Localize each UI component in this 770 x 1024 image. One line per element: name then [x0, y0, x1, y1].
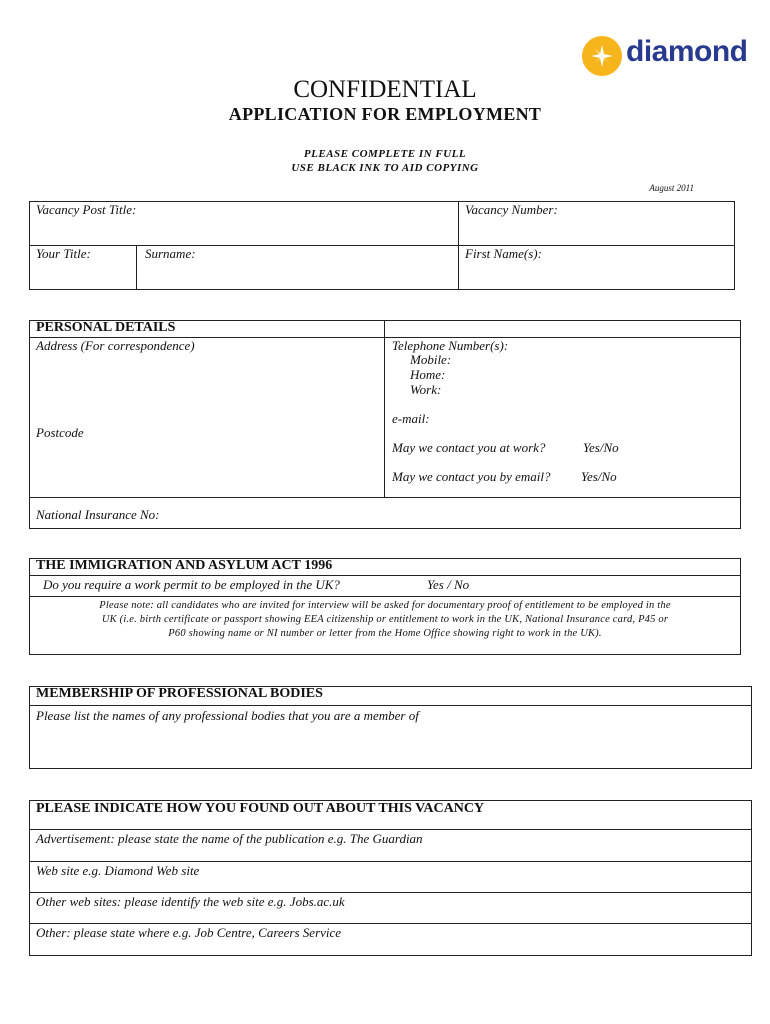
contact-email-question: May we contact you by email? — [392, 469, 551, 484]
other-websites-label: Other web sites: please identify the web site e.g. Jobs.ac.uk — [36, 894, 345, 909]
contact-email-options[interactable]: Yes/No — [581, 469, 617, 484]
immigration-note-line-2: UK (i.e. birth certificate or passport showing EEA citizenship or entitlement to work in the UK, National Insurance card, P45 or — [101, 614, 669, 625]
telephone-label: Telephone Number(s): — [392, 338, 509, 353]
website-label: Web site e.g. Diamond Web site — [36, 863, 200, 878]
other-source-field[interactable] — [376, 925, 746, 953]
divider — [458, 201, 459, 290]
vacancy-number-label: Vacancy Number: — [465, 202, 558, 217]
instruction-line-1: PLEASE COMPLETE IN FULL — [303, 148, 467, 160]
membership-field[interactable] — [34, 726, 746, 764]
first-names-label: First Name(s): — [465, 246, 542, 261]
ni-number-label: National Insurance No: — [36, 507, 160, 522]
logo-wordmark: diamond — [626, 35, 748, 68]
divider — [29, 596, 741, 597]
instruction-line-2: USE BLACK INK TO AID COPYING — [291, 162, 479, 174]
work-label: Work: — [410, 382, 442, 397]
divider — [136, 245, 137, 290]
divider — [29, 705, 752, 706]
vacancy-post-title-label: Vacancy Post Title: — [36, 202, 137, 217]
website-field[interactable] — [222, 863, 746, 889]
vacancy-number-field[interactable] — [464, 222, 730, 242]
immigration-note-line-1: Please note: all candidates who are invited for interview will be asked for documentary proof of entitlement to be employed in the — [99, 600, 671, 611]
mobile-label: Mobile: — [410, 352, 452, 367]
divider — [29, 892, 752, 893]
membership-heading: MEMBERSHIP OF PROFESSIONAL BODIES — [36, 686, 323, 701]
other-source-label: Other: please state where e.g. Job Centre, Careers Service — [36, 925, 342, 940]
work-permit-question: Do you require a work permit to be employed in the UK? — [43, 577, 340, 592]
email-label: e-mail: — [392, 411, 430, 426]
home-phone-field[interactable] — [462, 367, 732, 382]
vacancy-source-heading: PLEASE INDICATE HOW YOU FOUND OUT ABOUT THIS VACANCY — [36, 801, 485, 816]
personal-details-heading: PERSONAL DETAILS — [36, 320, 176, 335]
mobile-field[interactable] — [462, 352, 732, 367]
divider — [29, 575, 741, 576]
surname-field[interactable] — [142, 265, 454, 285]
immigration-heading: THE IMMIGRATION AND ASYLUM ACT 1996 — [36, 558, 333, 573]
your-title-field[interactable] — [34, 265, 132, 285]
email-field[interactable] — [440, 410, 732, 426]
address-field[interactable] — [34, 356, 378, 420]
divider — [384, 320, 385, 497]
ni-number-field[interactable] — [180, 503, 734, 525]
surname-label: Surname: — [145, 246, 196, 261]
page-subtitle: APPLICATION FOR EMPLOYMENT — [228, 104, 542, 124]
work-permit-options[interactable]: Yes / No — [427, 577, 470, 592]
sun-logo-icon — [581, 33, 627, 79]
contact-work-options[interactable]: Yes/No — [583, 440, 619, 455]
vacancy-post-title-field[interactable] — [34, 222, 454, 242]
your-title-label: Your Title: — [36, 246, 91, 261]
page-title: CONFIDENTIAL — [293, 76, 477, 103]
divider — [29, 861, 752, 862]
contact-work-question: May we contact you at work? — [392, 440, 546, 455]
postcode-field[interactable] — [100, 424, 378, 444]
divider — [29, 829, 752, 830]
membership-prompt: Please list the names of any professional bodies that you are a member of — [36, 708, 419, 723]
advertisement-label: Advertisement: please state the name of the publication e.g. The Guardian — [36, 831, 423, 846]
form-date: August 2011 — [649, 183, 694, 193]
advertisement-field[interactable] — [470, 831, 746, 857]
first-names-field[interactable] — [464, 265, 730, 285]
home-label: Home: — [410, 367, 446, 382]
postcode-label: Postcode — [36, 425, 84, 440]
other-websites-field[interactable] — [380, 894, 746, 920]
address-label: Address (For correspondence) — [36, 338, 195, 353]
immigration-note-line-3: P60 showing name or NI number or letter from the Home Office showing right to work in the UK). — [168, 628, 602, 639]
divider — [29, 497, 741, 498]
divider — [29, 923, 752, 924]
divider — [29, 245, 735, 246]
work-phone-field[interactable] — [462, 382, 732, 397]
